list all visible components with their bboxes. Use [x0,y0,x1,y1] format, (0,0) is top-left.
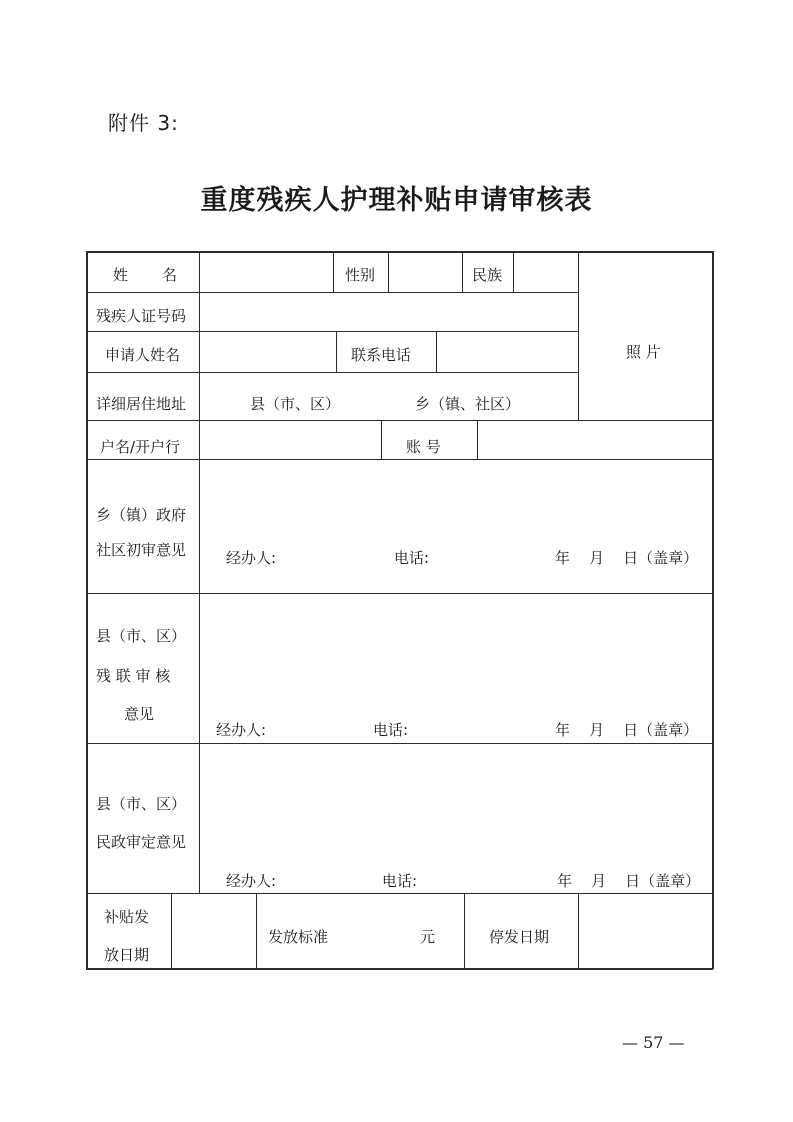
dpf-review-label-1: 县（市、区） [96,627,187,645]
row-divider [86,593,713,594]
dpf-review-label-3: 意见 [124,705,155,723]
name-label-char1: 姓 [113,266,129,284]
civil-review-label-2: 民政审定意见 [96,833,187,851]
civil-review-phone: 电话: [382,872,418,890]
standard-unit: 元 [420,928,436,946]
dpf-review-label-2: 残 联 审 核 [96,667,171,685]
photo-label: 照 片 [626,343,661,361]
ethnicity-label: 民族 [472,266,503,284]
col-divider [333,251,334,292]
start-date-label-1: 补贴发 [104,908,150,926]
account-name-label: 户名/开户行 [100,438,181,456]
address-town: 乡（镇、社区） [415,395,521,413]
civil-review-label-1: 县（市、区） [96,795,187,813]
standard-label: 发放标准 [268,928,329,946]
col-divider [381,420,382,459]
row-divider [86,372,578,373]
col-divider-photo [578,251,579,420]
town-review-date: 年 月 日（盖章） [555,549,699,567]
ethnicity-input[interactable] [514,252,578,292]
address-county: 县（市、区） [250,395,341,413]
address-label: 详细居住地址 [96,395,187,413]
name-input[interactable] [200,252,333,292]
dpf-review-handler: 经办人: [216,721,267,739]
dpf-review-phone: 电话: [373,721,409,739]
town-review-phone: 电话: [394,549,430,567]
col-divider [464,893,465,968]
attachment-label: 附件 3: [108,111,179,135]
frame-right [712,251,714,969]
account-name-input[interactable] [200,421,381,459]
row-divider [86,459,713,460]
civil-review-date: 年 月 日（盖章） [557,872,701,890]
col-divider [336,331,337,372]
frame-left [86,251,88,969]
phone-label: 联系电话 [351,346,412,364]
applicant-name-input[interactable] [200,332,336,372]
town-review-label-2: 社区初审意见 [96,541,187,559]
frame-bottom [86,968,713,970]
account-no-label: 账 号 [406,438,441,456]
disability-id-label: 残疾人证号码 [96,307,187,325]
civil-review-handler: 经办人: [226,872,277,890]
town-review-label-1: 乡（镇）政府 [96,506,187,524]
page-number: — 57 — [622,1033,685,1052]
start-date-input[interactable] [172,894,256,968]
name-label-char2: 名 [162,266,178,284]
town-review-handler: 经办人: [226,549,277,567]
row-divider [86,743,713,744]
start-date-label-2: 放日期 [104,946,150,964]
dpf-review-date: 年 月 日（盖章） [555,721,699,739]
gender-input[interactable] [389,252,462,292]
gender-label: 性别 [345,266,376,284]
phone-input[interactable] [437,332,578,372]
stop-date-label: 停发日期 [489,928,550,946]
col-divider [462,251,463,292]
applicant-name-label: 申请人姓名 [105,346,181,364]
disability-id-input[interactable] [200,293,578,331]
form-title: 重度残疾人护理补贴申请审核表 [200,185,593,216]
stop-date-input[interactable] [579,894,712,968]
col-divider [256,893,257,968]
account-no-input[interactable] [478,421,712,459]
